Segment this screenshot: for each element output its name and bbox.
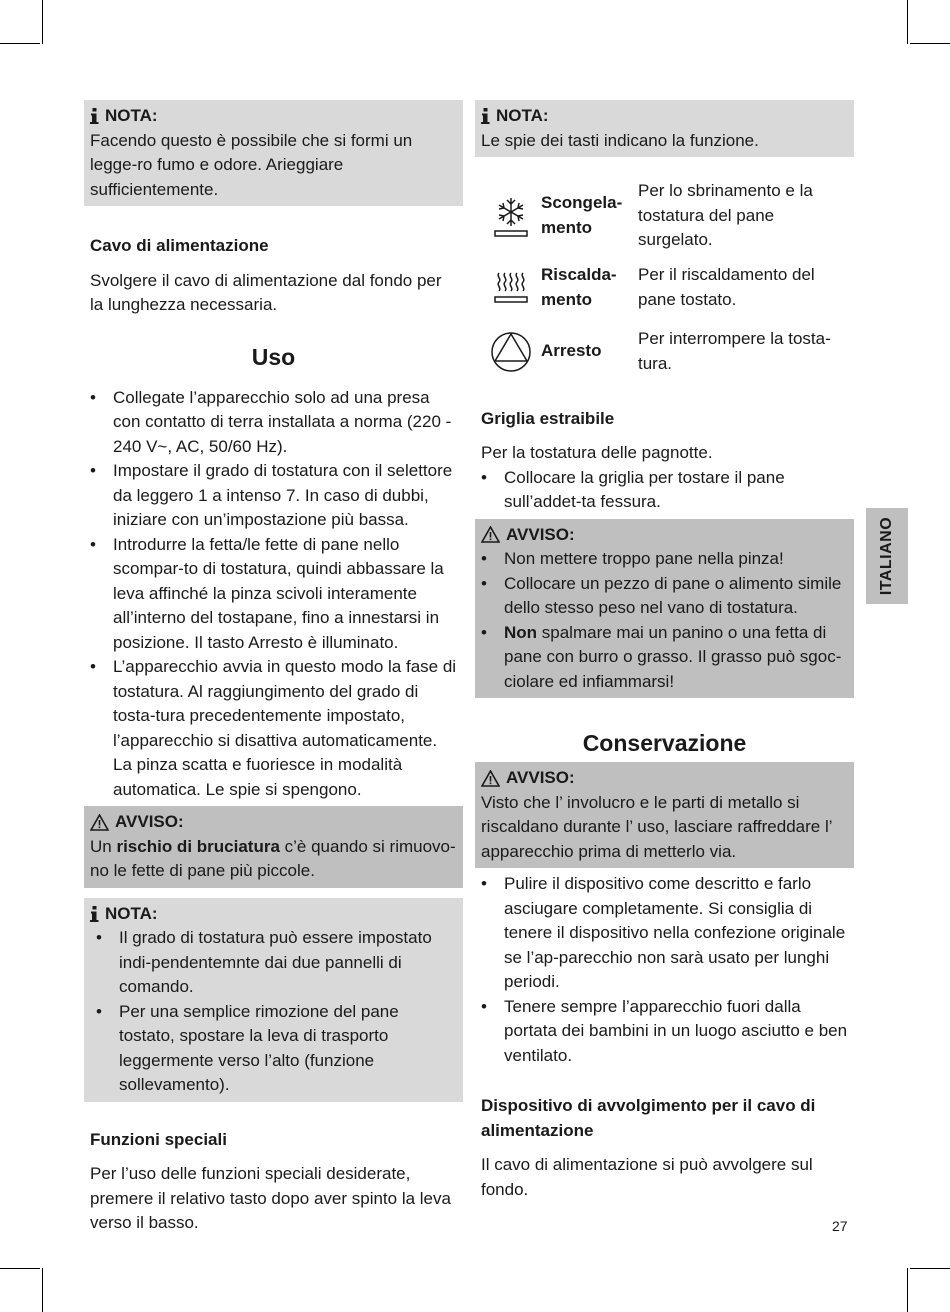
- note-box: [84, 100, 463, 206]
- note-heading: NOTA:: [90, 902, 457, 927]
- paragraph: Il cavo di alimentazione si può avvolgere sul fondo.: [481, 1155, 813, 1199]
- uso-list: [90, 386, 457, 803]
- stop-triangle-icon: [481, 323, 541, 381]
- paragraph: Svolgere il cavo di alimentazione dal fondo per la lunghezza necessaria.: [90, 270, 442, 314]
- list-item: • L’apparecchio avvia in questo modo la fase di tostatura. Al raggiungimento del grado di tosta-tura precedentemente impostato, l’apparecchio si disattiva automaticamente. La pinza scatta e fuoriesce in modalità automatica. Le spie si spengono.: [90, 655, 457, 802]
- chapter-title: Uso: [251, 343, 296, 370]
- griglia-list: [481, 466, 848, 515]
- page-number: 27: [832, 1218, 848, 1234]
- function-desc: Per lo sbrinamento e la tostatura del pane surgelato.: [638, 181, 813, 249]
- list-item: • Non spalmare mai un panino o una fetta di pane con burro o grasso. Il grasso può sgoc-ciolare ed infiammarsi!: [481, 621, 848, 695]
- warning-icon: [481, 526, 500, 543]
- warning-box: [475, 762, 854, 868]
- function-table: [481, 179, 848, 381]
- paragraph: Per l’uso delle funzioni speciali desiderate, premere il relativo tasto dopo aver spinto la leva verso il basso.: [90, 1164, 451, 1232]
- warning-text: Un rischio di bruciatura c’è quando si rimuovo-no le fette di pane più piccole.: [90, 836, 456, 880]
- function-desc: Per il riscaldamento del pane tostato.: [638, 265, 815, 309]
- language-tab-label: ITALIANO: [878, 516, 896, 596]
- crop-mark: [42, 1268, 43, 1312]
- warning-list: [481, 547, 848, 694]
- crop-mark: [42, 0, 43, 44]
- section-heading: Griglia estraibile: [481, 408, 615, 428]
- warning-box: [475, 519, 854, 699]
- crop-mark: [907, 0, 908, 44]
- function-name: Arresto: [541, 341, 602, 361]
- list-item: • Non mettere troppo pane nella pinza!: [481, 547, 848, 572]
- left-column: [90, 100, 457, 1236]
- warning-box: [84, 806, 463, 888]
- warning-text: Visto che l’ involucro e le parti di metallo si riscaldano durante l’ uso, lasciare raffreddare l’ apparecchio prima di metterlo via.: [481, 792, 832, 861]
- note-text: Le spie dei tasti indicano la funzione.: [481, 130, 759, 150]
- function-name: Scongela-mento: [541, 193, 623, 237]
- section-heading: Funzioni speciali: [90, 1129, 227, 1149]
- crop-mark: [910, 43, 950, 44]
- language-tab: [866, 508, 908, 604]
- list-item: • Introdurre la fetta/le fette di pane nello scompar-to di tostatura, quindi abbassare la leva affinché la pinza scivoli interamente all’interno del tostapane, fino a innestarsi in posizione. Il tasto Arresto è illuminato.: [90, 533, 457, 656]
- crop-mark: [910, 1268, 950, 1269]
- list-item: • Collocare la griglia per tostare il pane sull’addet-ta fessura.: [481, 466, 848, 515]
- function-name: Riscalda-mento: [541, 265, 617, 309]
- paragraph: Per la tostatura delle pagnotte.: [481, 443, 713, 462]
- chapter-title: Conservazione: [582, 730, 747, 756]
- info-icon: [90, 906, 99, 922]
- warning-heading: AVVISO:: [90, 810, 457, 835]
- list-item: • Collegate l’apparecchio solo ad una presa con contatto di terra installata a norma (220 - 240 V~, AC, 50/60 Hz).: [90, 386, 457, 460]
- note-text: Facendo questo è possibile che si formi un legge-ro fumo e odore. Arieggiare sufficientemente.: [90, 130, 413, 199]
- warning-icon: [481, 770, 500, 787]
- list-item: • Per una semplice rimozione del pane tostato, spostare la leva di trasporto leggermente verso l’alto (funzione sollevamento).: [96, 1000, 457, 1098]
- list-item: • Collocare un pezzo di pane o alimento simile dello stesso peso nel vano di tostatura.: [481, 572, 848, 621]
- list-item: • Pulire il dispositivo come descritto e farlo asciugare completamente. Si consiglia di tenere il dispositivo nella confezione originale se l’ap-parecchio non sarà usato per lunghi periodi.: [481, 872, 848, 995]
- list-item: • Tenere sempre l’apparecchio fuori dalla portata dei bambini in un luogo asciutto e ben ventilato.: [481, 995, 848, 1069]
- conservazione-list: [481, 872, 848, 1068]
- note-box: [475, 100, 854, 157]
- crop-mark: [0, 1268, 40, 1269]
- right-column: [481, 100, 848, 1202]
- warning-heading: AVVISO:: [481, 766, 848, 791]
- list-item: • Impostare il grado di tostatura con il selettore da leggero 1 a intenso 7. In caso di dubbi, iniziare con un’impostazione più bassa.: [90, 459, 457, 533]
- section-heading: Dispositivo di avvolgimento per il cavo di alimentazione: [481, 1096, 816, 1140]
- warning-heading: AVVISO:: [481, 523, 848, 548]
- note-heading: NOTA:: [481, 104, 848, 129]
- info-icon: [481, 108, 490, 124]
- warning-icon: [90, 814, 109, 831]
- section-heading: Cavo di alimentazione: [90, 236, 269, 255]
- info-icon: [90, 108, 99, 124]
- list-item: • Il grado di tostatura può essere impostato indi-pendentemnte dai due pannelli di comando.: [96, 926, 457, 1000]
- note-list: [96, 926, 457, 1098]
- heat-waves-icon: [481, 259, 541, 317]
- snowflake-icon: [481, 187, 541, 245]
- crop-mark: [0, 43, 40, 44]
- note-heading: NOTA:: [90, 104, 457, 129]
- crop-mark: [907, 1268, 908, 1312]
- note-box: [84, 898, 463, 1102]
- function-desc: Per interrompere la tosta-tura.: [638, 329, 831, 373]
